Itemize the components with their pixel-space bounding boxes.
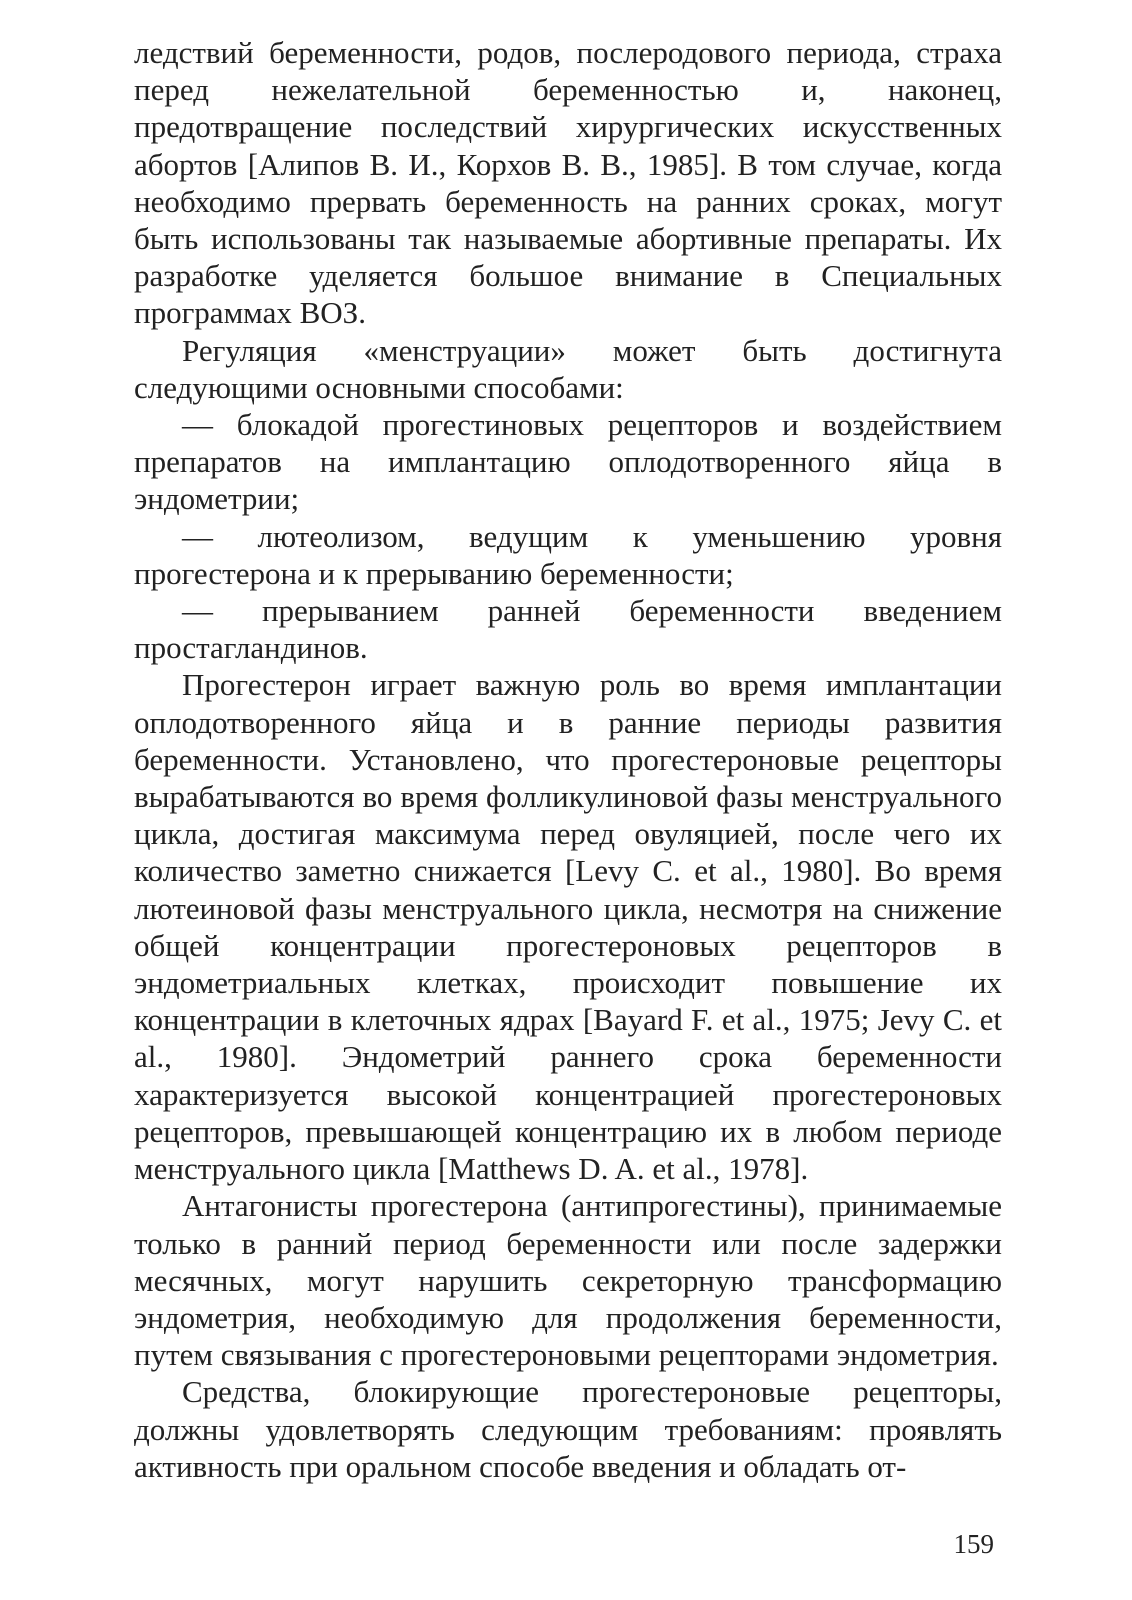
paragraph: Регуляция «менструации» может быть достигнута следующими основными способами:: [134, 332, 1002, 405]
book-page: [134, 34, 1002, 1574]
body-text: [134, 34, 1002, 1485]
paragraph: ледствий беременности, родов, послеродового периода, страха перед нежелательной беременностью и, наконец, предотвращение последствий хирургических искусственных абортов [Алипов В. И., Корхов В. В., 1985]. В том случае, когда необходимо прервать беременность на ранних сроках, могут быть использованы так называемые абортивные препараты. Их разработке уделяется большое внимание в Специальных программах ВОЗ.: [134, 35, 1002, 331]
paragraph: Средства, блокирующие прогестероновые рецепторы, должны удовлетворять следующим требованиям: проявлять активность при оральном способе введения и обладать от-: [134, 1374, 1002, 1484]
list-item: — блокадой прогестиновых рецепторов и воздействием препаратов на имплантацию оплодотворенного яйца в эндометрии;: [134, 407, 1002, 517]
list-item: — прерыванием ранней беременности введением простагландинов.: [134, 593, 1002, 666]
paragraph: Антагонисты прогестерона (антипрогестины), принимаемые только в ранний период беременности или после задержки месячных, могут нарушить секреторную трансформацию эндометрия, необходимую для продолжения беременности, путем связывания с прогестероновыми рецепторами эндометрия.: [134, 1188, 1002, 1373]
paragraph: Прогестерон играет важную роль во время имплантации оплодотворенного яйца и в ранние периоды развития беременности. Установлено, что прогестероновые рецепторы вырабатываются во время фолликулиновой фазы менструального цикла, достигая максимума перед овуляцией, после чего их количество заметно снижается [Levy C. et al., 1980]. Во время лютеиновой фазы менструального цикла, несмотря на снижение общей концентрации прогестероновых рецепторов в эндометриальных клетках, происходит повышение их концентрации в клеточных ядрах [Bayard F. et al., 1975; Jevy C. et al., 1980]. Эндометрий раннего срока беременности характеризуется высокой концентрацией прогестероновых рецепторов, превышающей концентрацию их в любом периоде менструального цикла [Matthews D. A. et al., 1978].: [134, 667, 1002, 1187]
page-number: 159: [953, 1529, 994, 1559]
list-item: — лютеолизом, ведущим к уменьшению уровня прогестерона и к прерыванию беременности;: [134, 518, 1002, 591]
